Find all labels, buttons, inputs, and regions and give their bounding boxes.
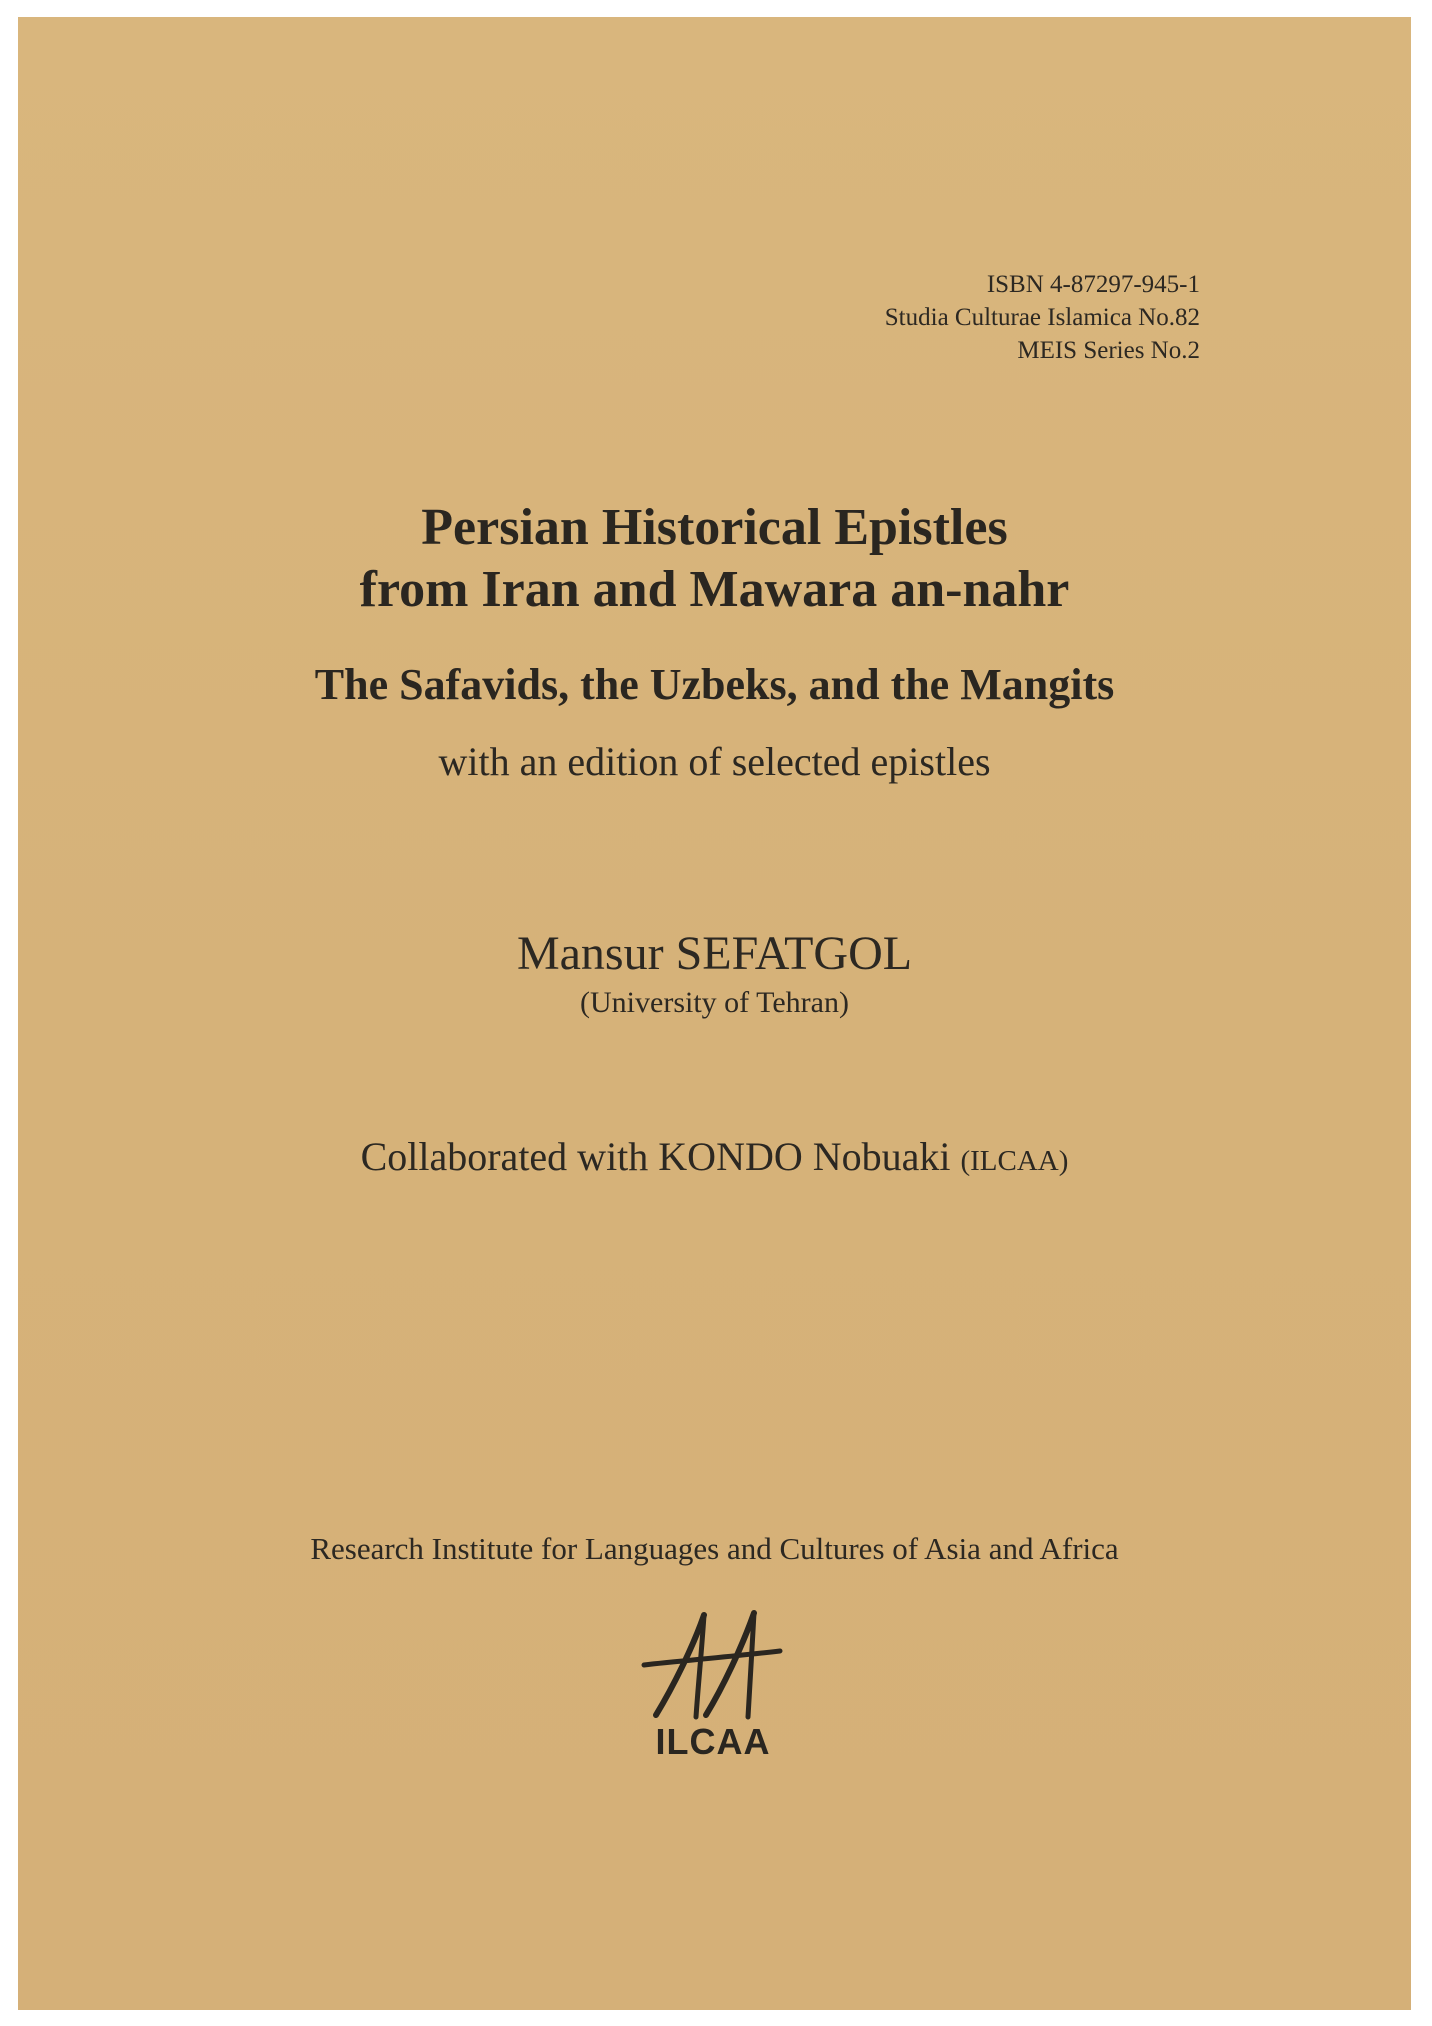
edition-note: with an edition of selected epistles xyxy=(438,739,991,784)
publisher-institute: Research Institute for Languages and Cultures of Asia and Africa xyxy=(310,1531,1119,1566)
book-subtitle: The Safavids, the Uzbeks, and the Mangits xyxy=(314,660,1115,709)
series-studia-line: Studia Culturae Islamica No.82 xyxy=(884,304,1200,331)
book-cover xyxy=(18,17,1411,2010)
collaboration-text: Collaborated with KONDO Nobuaki xyxy=(360,1134,951,1179)
collaboration-org: (ILCAA) xyxy=(960,1145,1069,1177)
series-meis-line: MEIS Series No.2 xyxy=(1017,337,1200,364)
book-title xyxy=(18,497,1411,621)
series-info xyxy=(885,268,1200,367)
title-line-2: from Iran and Mawara an-nahr xyxy=(359,561,1070,618)
isbn-line: ISBN 4-87297-945-1 xyxy=(986,271,1200,298)
aa-logo-icon xyxy=(638,1607,788,1722)
logo-text: ILCAA xyxy=(655,1721,771,1762)
collaboration-line xyxy=(18,1131,1411,1187)
author-affiliation: (University of Tehran) xyxy=(580,986,849,1019)
author-name: Mansur SEFATGOL xyxy=(516,927,913,980)
ilcaa-logo xyxy=(638,1607,788,1767)
title-line-1: Persian Historical Epistles xyxy=(421,499,1008,556)
